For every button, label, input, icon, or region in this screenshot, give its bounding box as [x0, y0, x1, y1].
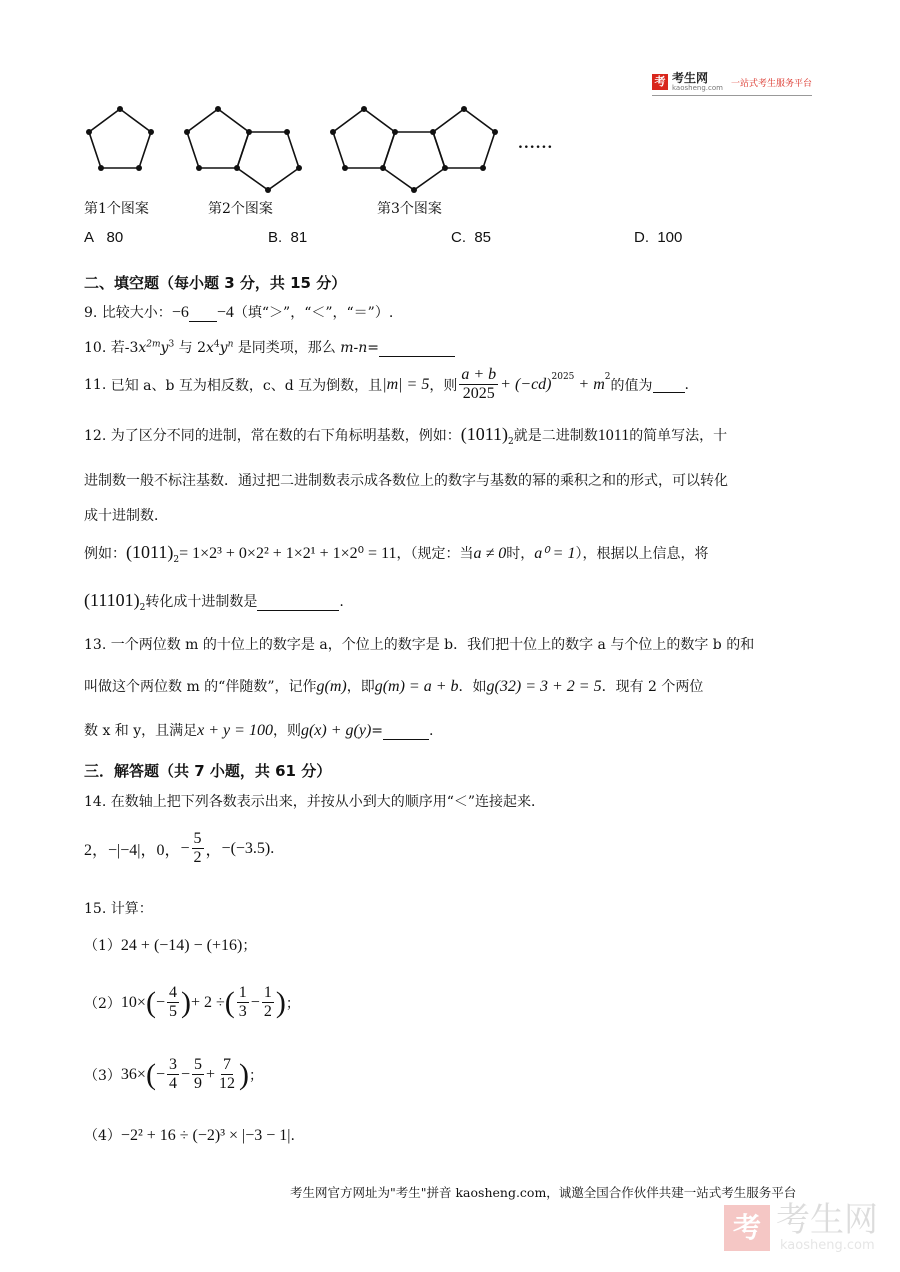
question-12-line-2: 进制数一般不标注基数．通过把二进制数表示成各数位上的数字与基数的幂的乘积之和的形式，可以转化	[84, 473, 728, 489]
question-10: 10. 若$-3x^{2m}y^3$ 与 $2x^4y^n$ 是同类项，那么 m-n=	[84, 337, 455, 357]
question-15-part-3: （3） 36× ( − $\frac{3}{4}$ − $\frac{5}{9}$ + $\frac{7}{12}$ ) ；	[84, 1056, 264, 1092]
answer-blank	[379, 340, 455, 357]
fraction: $\frac{1}{2}$	[263, 984, 272, 1020]
footer-text: 考生网官方网址为"考生"拼音 kaosheng.com，诚邀全国合作伙伴共建一站式考生服务平台	[290, 1185, 797, 1200]
question-12-example: 例如：$(1011)_2= 1\times 2^3 + 0\times 2^2 + 1\times 2^1 + 1\times 2^0 = 11$，（规定：当a ≠ 0时，a⁰ = 1），根据以上信息，将	[84, 542, 709, 565]
answer-blank	[189, 305, 217, 322]
choice-d: D. 100	[634, 229, 683, 246]
question-11: 11. 已知 a、b 互为相反数，c、d 互为倒数，且 |m| = 5 ，则 $\frac{a + b}{2025}$ + (−cd) $^{2025}$ + m $^2$ 的值为 .	[84, 366, 689, 402]
fraction: $\frac{a + b}{2025}$	[461, 366, 497, 402]
question-15-part-2: （2） 10× ( − $\frac{4}{5}$ ) + 2 ÷ ( $\frac{1}{3}$ − $\frac{1}{2}$ ) ；	[84, 984, 300, 1020]
question-12-line-3: 成十进制数．	[84, 508, 168, 524]
fraction: $\frac{5}{9}$	[194, 1056, 203, 1092]
question-15: 15. 计算：	[84, 901, 153, 917]
question-15-part-4: （4）−2² + 16 ÷ (−2)³ × |−3 − 1|.	[84, 1127, 295, 1144]
question-12-task: $(11101)_2$转化成十进制数是 .	[84, 590, 344, 613]
pattern-ellipsis: ......	[518, 136, 554, 152]
fraction: $\frac{3}{4}$	[168, 1056, 177, 1092]
logo-domain: kaosheng.com	[672, 84, 723, 92]
question-14: 14. 在数轴上把下列各数表示出来，并按从小到大的顺序用“＜”连接起来．	[84, 794, 546, 810]
answer-blank	[653, 376, 685, 393]
pentagon-3c	[433, 109, 495, 168]
watermark	[724, 1202, 878, 1253]
answer-blank	[383, 723, 429, 740]
watermark-domain: kaosheng.com	[780, 1238, 875, 1253]
logo-name: 考生网	[672, 71, 709, 85]
watermark-name: 考生网	[776, 1200, 878, 1240]
choice-a: A 80	[84, 229, 124, 246]
fraction: $\frac{7}{12}$	[219, 1056, 236, 1092]
logo-icon: 考	[652, 74, 668, 90]
fraction: $\frac{5}{2}$	[193, 830, 202, 866]
answer-blank	[257, 594, 339, 611]
watermark-logo-icon: 考	[724, 1205, 770, 1251]
section-3-title: 三．解答题（共 7 小题，共 61 分）	[84, 762, 332, 780]
fraction: $\frac{4}{5}$	[168, 984, 177, 1020]
caption-figure-3: 第3个图案	[377, 201, 442, 217]
question-14-numbers: 2， −|−4|， 0， − $\frac{5}{2}$ ， −(−3.5) .	[84, 830, 275, 866]
pentagon-pattern-figure	[70, 100, 530, 200]
header-rule	[652, 95, 812, 96]
section-2-title: 二、填空题（每小题 3 分，共 15 分）	[84, 274, 347, 292]
pentagon-1	[89, 109, 151, 168]
pentagon-2b	[237, 132, 299, 190]
question-13-line-2: 叫做这个两位数 m 的“伴随数”，记作g(m)，即g(m) = a + b．如g(32) = 3 + 2 = 5．现有 2 个两位	[84, 678, 704, 695]
logo-slogan: 一站式考生服务平台	[730, 78, 812, 89]
question-9: 9. 比较大小：−6 −4（填“＞”，“＜”，“＝”）.	[84, 304, 394, 321]
header-logo	[652, 72, 812, 92]
caption-figure-1: 第1个图案	[84, 201, 149, 217]
choice-b: B. 81	[268, 229, 308, 246]
question-13-line-1: 13. 一个两位数 m 的十位上的数字是 a，个位上的数字是 b．我们把十位上的数字 a 与个位上的数字 b 的和	[84, 637, 755, 653]
question-13-line-3: 数 x 和 y，且满足x + y = 100，则g(x) + g(y)= .	[84, 722, 434, 739]
caption-figure-2: 第2个图案	[208, 201, 273, 217]
choice-c: C. 85	[451, 229, 492, 246]
fraction: $\frac{1}{3}$	[238, 984, 247, 1020]
question-12-line-1: 12. 为了区分不同的进制，常在数的右下角标明基数，例如：$(1011)_2$就是二进制数1011的简单写法，十	[84, 424, 728, 447]
question-15-part-1: （1）24 + (−14) − (+16)；	[84, 937, 257, 954]
